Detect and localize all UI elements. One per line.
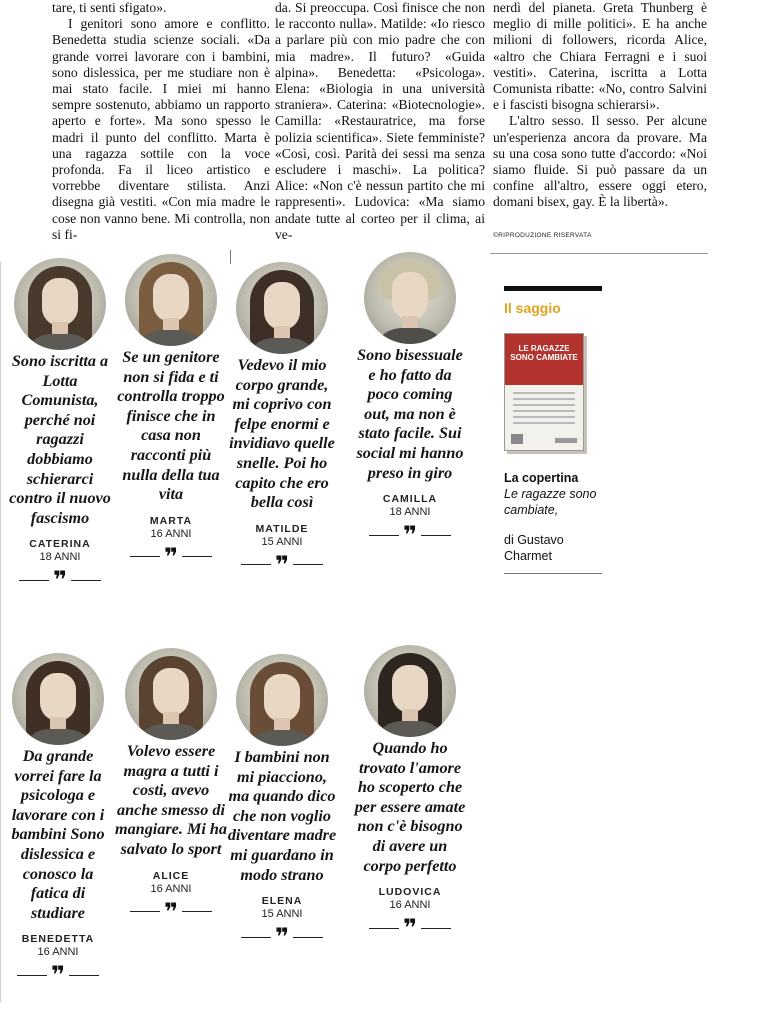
person-age: 16 ANNI (150, 527, 192, 540)
quote-mark-icon: ❞ (402, 521, 418, 550)
portrait-photo (236, 262, 328, 354)
quote-mark (354, 914, 466, 943)
quote-card-elena (226, 654, 338, 952)
quote-mark-icon: ❞ (274, 923, 290, 952)
quote-card-matilde (226, 262, 338, 579)
caption-book-title: Le ragazze sono cambiate, (504, 487, 597, 517)
copyright-credit: ©RIPRODUZIONE RISERVATA (493, 232, 592, 239)
article-column-2 (275, 0, 485, 243)
quote-mark (2, 961, 114, 990)
quote-card-benedetta (2, 653, 114, 990)
article-column-1 (52, 0, 270, 243)
caption-title: La copertina (504, 471, 579, 485)
book-cover-image (504, 333, 584, 451)
quote-card-caterina (4, 258, 116, 595)
portrait-photo (14, 258, 106, 350)
article-column-3 (493, 0, 707, 211)
quote-mark (115, 542, 227, 571)
quote-text: Volevo essere magra a tutti i costi, avevo anche smesso di mangiare. Mi ha salvato lo sport (115, 742, 227, 858)
quote-mark (226, 923, 338, 952)
quote-mark-icon: ❞ (50, 961, 66, 990)
person-name: LUDOVICA (378, 886, 442, 899)
publisher-logo-icon (511, 434, 523, 444)
book-cover-title: LE RAGAZZE SONO CAMBIATE (510, 344, 578, 362)
person-name: CATERINA (29, 538, 91, 551)
quote-mark (354, 521, 466, 550)
person-age: 16 ANNI (37, 946, 79, 959)
person-name: ALICE (152, 869, 190, 882)
quote-text: Vedevo il mio corpo grande, mi coprivo con felpe enormi e invidiavo quelle snelle. Poi ho capito che ero bella così (229, 356, 335, 512)
article-paragraph: L'altro sesso. Il sesso. Per alcune un'esperienza ancora da provare. Ma su una cosa sono tutte d'accordo: «Noi siamo fluide. Si può passare da un confine all'altro, essere oggi etero, domani bisex, gay. È la libertà». (493, 113, 707, 210)
quote-mark-icon: ❞ (52, 566, 68, 595)
quote-mark (226, 550, 338, 579)
person-age: 16 ANNI (389, 899, 431, 912)
quote-mark-icon: ❞ (163, 897, 179, 926)
portrait-photo (364, 252, 456, 344)
portrait-photo (125, 254, 217, 346)
quote-text: Sono iscritta a Lotta Comunista, perché noi ragazzi dobbiamo schierarci contro il nuovo fascismo (9, 352, 111, 527)
person-name: CAMILLA (382, 493, 438, 506)
quote-mark (4, 566, 116, 595)
quote-text: I bambini non mi piacciono, ma quando dico che non voglio diventare madre mi guardano in modo strano (227, 748, 337, 884)
person-age: 18 ANNI (389, 506, 431, 519)
quote-text: Quando ho trovato l'amore ho scoperto che per essere amate non c'è bisogno di avere un corpo perfetto (354, 739, 466, 875)
portrait-photo (125, 648, 217, 740)
quote-text: Sono bisessuale e ho fatto da poco coming out, ma non è stato facile. Sui social mi hanno preso in giro (356, 346, 464, 482)
person-name: BENEDETTA (21, 933, 95, 946)
person-name: MARTA (149, 514, 193, 527)
quote-card-camilla (354, 252, 466, 550)
caption-bottom-rule (504, 573, 602, 574)
person-age: 16 ANNI (150, 882, 192, 895)
sidebar-top-rule (504, 286, 602, 291)
person-age: 18 ANNI (39, 551, 81, 564)
person-age: 15 ANNI (261, 908, 303, 921)
divider-rule (490, 253, 708, 254)
quote-mark-icon: ❞ (274, 550, 290, 579)
article-paragraph: tare, ti senti sfigato». (52, 0, 167, 15)
person-name: MATILDE (255, 522, 309, 535)
quote-card-marta (115, 254, 227, 571)
quote-card-ludovica (354, 645, 466, 943)
quote-text: Da grande vorrei fare la psicologa e lavorare con i bambini Sono dislessica e conosco la fatica di studiare (11, 747, 105, 922)
quote-text: Se un genitore non si fida e ti controlla troppo finisce che in casa non racconti più nulla della tua vita (117, 348, 225, 504)
portrait-photo (364, 645, 456, 737)
article-paragraph: I genitori sono amore e conflitto. Benedetta studia scienze sociali. «Da grande vorrei lavorare con i bambini, sono dislessica, per me studiare non è mai stato facile. I miei mi hanno sempre sostenuto, abbiamo un rapporto aperto e forte». Ma sono spesso le madri il punto del conflitto. Marta è una ragazza sottile con la voce profonda. Fa il liceo artistico e vorrebbe diventare stilista. Anzi disegna già vestiti. «Con mia madre le cose non vanno bene. Mi controlla, non si fi- (52, 16, 270, 242)
quote-mark (115, 897, 227, 926)
left-edge-rule (0, 262, 1, 1002)
article-paragraph: nerdì del pianeta. Greta Thunberg è meglio di mille politici». E ha anche milioni di followers, ricorda Alice, «altro che Chiara Ferragni e i suoi vestiti». Caterina, iscritta a Lotta Comunista ribatte: «No, contro Salvini e i fascisti bisogna schierarsi». (493, 0, 707, 113)
quote-mark-icon: ❞ (163, 542, 179, 571)
person-name: ELENA (261, 895, 303, 908)
portrait-photo (236, 654, 328, 746)
quote-card-alice (115, 648, 227, 926)
caption-author: di Gustavo Charmet (504, 533, 564, 563)
article-paragraph: da. Si preoccupa. Così finisce che non le racconto nulla». Matilde: «Io riesco a parlare più con mio padre che con mia madre». Il futuro? «Guida alpina». Benedetta: «Psicologa». Elena: «Biologia in una università straniera». Caterina: «Biotecnologie». Camilla: «Restauratrice, ma forse polizia scientifica». Siete femministe? «Così, così. Parità dei sessi ma senza escludere i maschi». La politica? Alice: «Non c'è nessun partito che mi rappresenti». Ludovica: «Ma siamo andate tutte al corteo per il clima, ai ve- (275, 0, 485, 242)
sidebar-title: Il saggio (504, 300, 561, 316)
portrait-photo (12, 653, 104, 745)
person-age: 15 ANNI (261, 535, 303, 548)
quote-mark-icon: ❞ (402, 914, 418, 943)
